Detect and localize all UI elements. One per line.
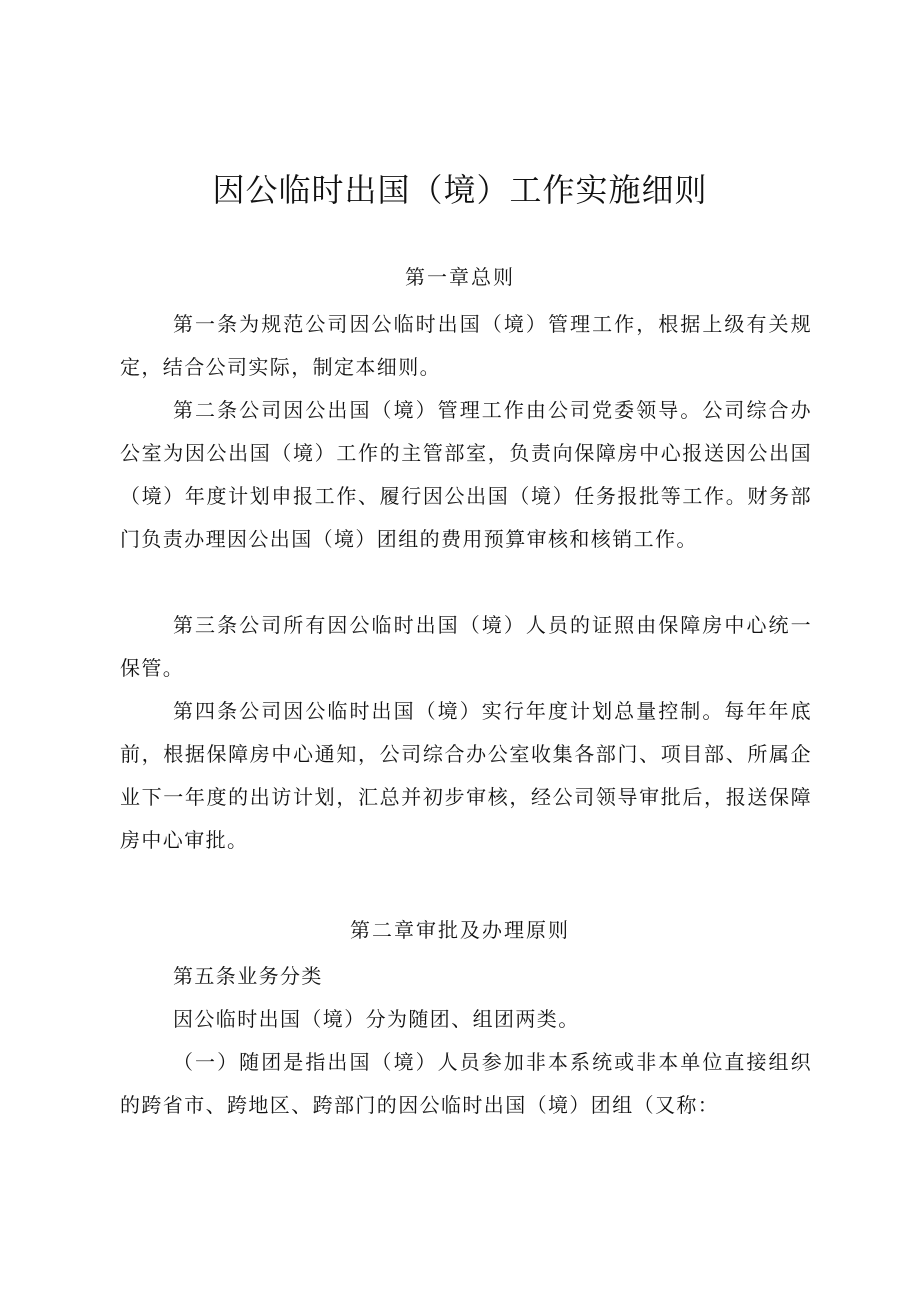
chapter-2-heading: 第二章审批及办理原则	[350, 918, 570, 942]
classification-paragraph: 因公临时出国（境）分为随团、组团两类。	[173, 1007, 580, 1031]
article-5-heading: 第五条业务分类	[173, 964, 323, 988]
article-3-paragraph: 第三条公司所有因公临时出国（境）人员的证照由保障房中心统一保管。	[120, 613, 812, 680]
chapter-1-heading: 第一章总则	[405, 265, 515, 289]
article-4-paragraph: 第四条公司因公临时出国（境）实行年度计划总量控制。每年年底前，根据保障房中心通知，公司综合办公室收集各部门、项目部、所属企业下一年度的出访计划，汇总并初步审核，经公司领导审批后，报送保障房中心审批。	[120, 699, 812, 852]
document-title: 因公临时出国（境）工作实施细则	[212, 171, 708, 209]
article-1-paragraph: 第一条为规范公司因公临时出国（境）管理工作，根据上级有关规定，结合公司实际，制定本细则。	[120, 312, 812, 379]
item-1-paragraph: （一）随团是指出国（境）人员参加非本系统或非本单位直接组织的跨省市、跨地区、跨部门的因公临时出国（境）团组（又称：	[120, 1050, 812, 1117]
article-2-paragraph: 第二条公司因公出国（境）管理工作由公司党委领导。公司综合办公室为因公出国（境）工作的主管部室，负责向保障房中心报送因公出国（境）年度计划申报工作、履行因公出国（境）任务报批等工作。财务部门负责办理因公出国（境）团组的费用预算审核和核销工作。	[120, 398, 812, 551]
